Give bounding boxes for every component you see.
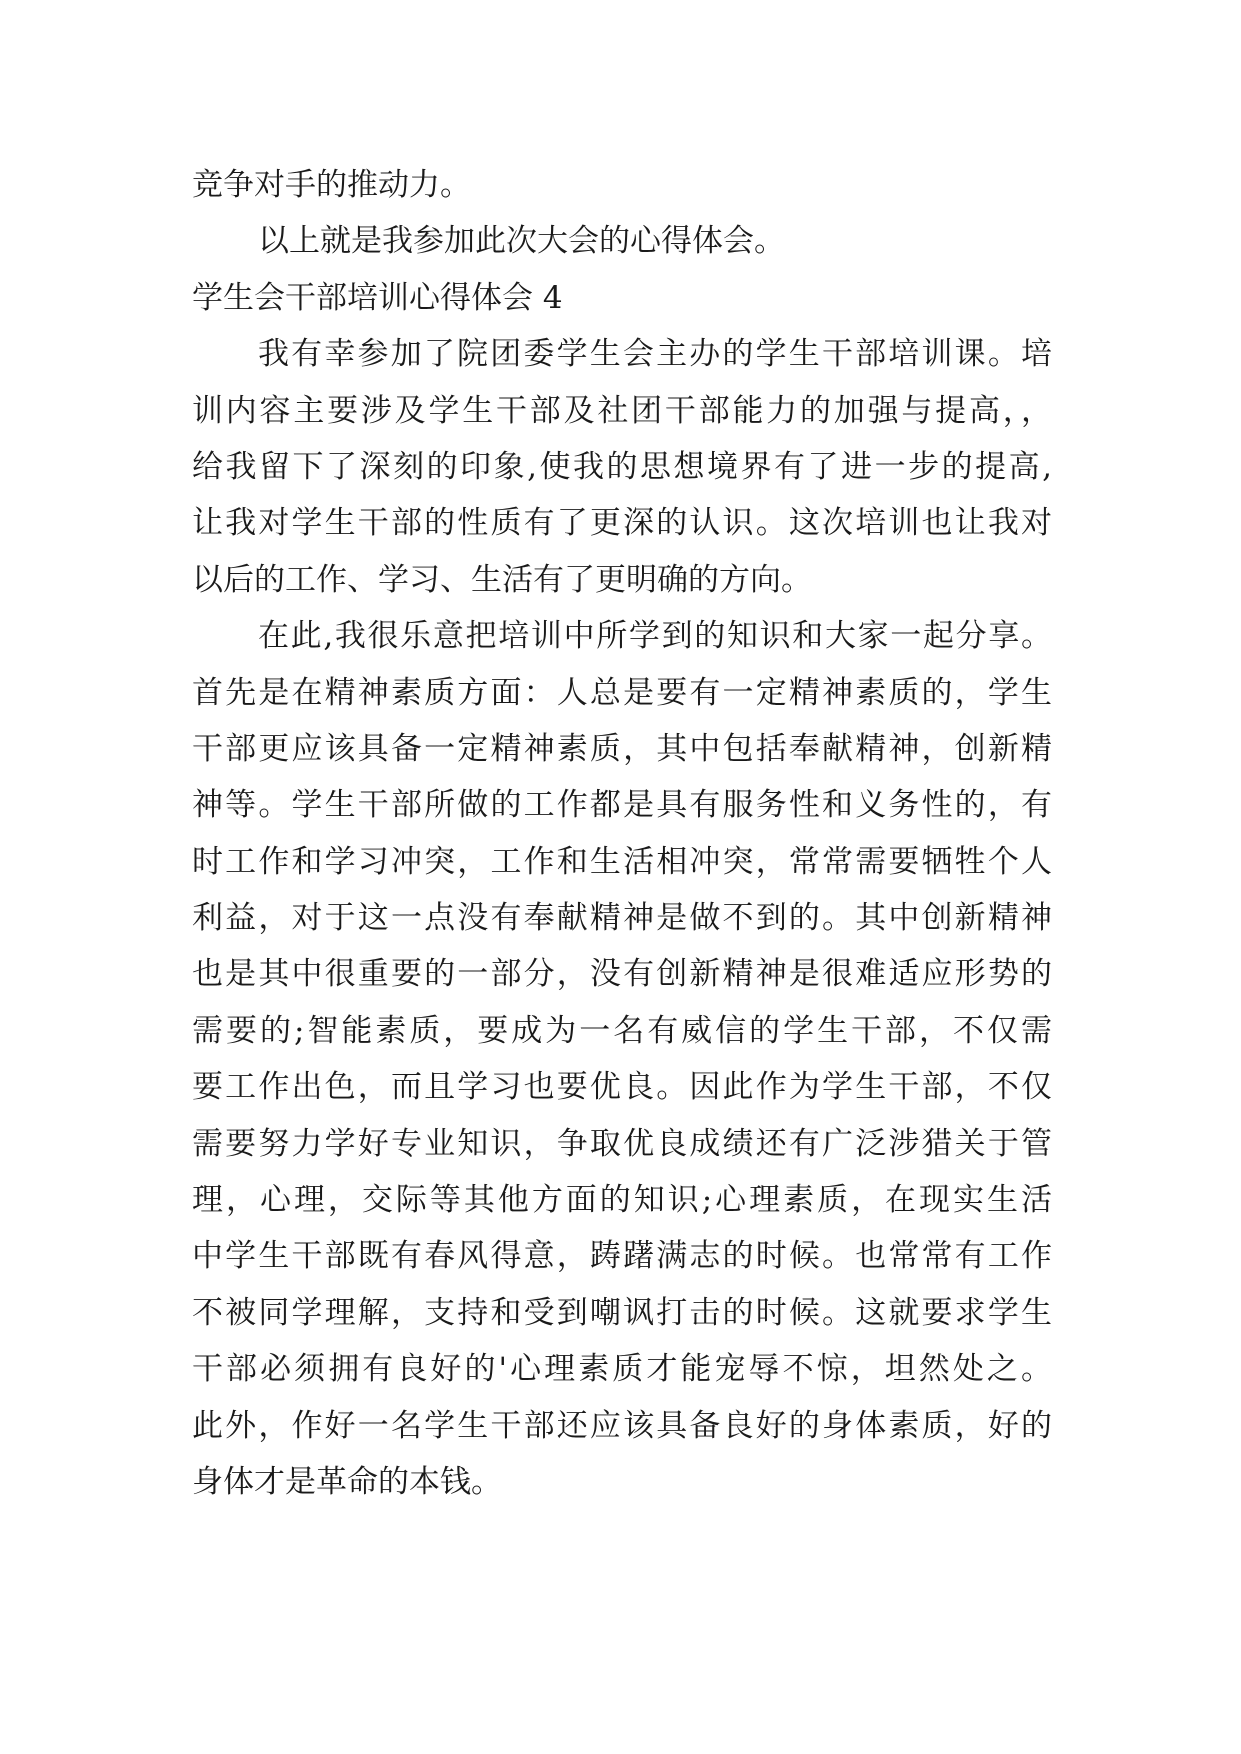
text-line: 不被同学理解，支持和受到嘲讽打击的时候。这就要求学生 [192,1294,1052,1331]
text-line: 也是其中很重要的一部分，没有创新精神是很难适应形势的 [192,956,1052,993]
text-line: 干部必须拥有良好的'心理素质才能宠辱不惊，坦然处之。 [192,1351,1052,1388]
text-line: 在此,我很乐意把培训中所学到的知识和大家一起分享。 [258,618,1052,655]
text-line: 需要努力学好专业知识，争取优良成绩还有广泛涉猎关于管 [192,1125,1052,1162]
text-line: 需要的;智能素质，要成为一名有威信的学生干部，不仅需 [192,1012,1052,1049]
text-line: 神等。学生干部所做的工作都是具有服务性和义务性的，有 [192,787,1052,824]
text-line: 中学生干部既有春风得意，踌躇满志的时候。也常常有工作 [192,1238,1052,1275]
text-line: 训内容主要涉及学生干部及社团干部能力的加强与提高，， [192,392,1052,429]
text-line: 此外，作好一名学生干部还应该具备良好的身体素质，好的 [192,1407,1052,1444]
text-line: 干部更应该具备一定精神素质，其中包括奉献精神，创新精 [192,730,1052,767]
text-line: 首先是在精神素质方面：人总是要有一定精神素质的，学生 [192,674,1052,711]
text-line: 竞争对手的推动力。 [192,167,471,203]
document-body [192,157,1052,1510]
text-line: 让我对学生干部的性质有了更深的认识。这次培训也让我对 [192,505,1052,542]
text-line: 理，心理，交际等其他方面的知识;心理素质，在现实生活 [192,1182,1052,1219]
section-heading: 学生会干部培训心得体会 4 [192,279,563,316]
text-line: 以上就是我参加此次大会的心得体会。 [258,223,785,260]
text-line: 给我留下了深刻的印象,使我的思想境界有了进一步的提高, [192,448,1052,485]
text-line: 身体才是革命的本钱。 [192,1463,502,1500]
text-line: 我有幸参加了院团委学生会主办的学生干部培训课。培 [258,336,1052,373]
text-line: 要工作出色，而且学习也要优良。因此作为学生干部，不仅 [192,1069,1052,1106]
text-line: 以后的工作、学习、生活有了更明确的方向。 [192,561,812,598]
text-line: 利益，对于这一点没有奉献精神是做不到的。其中创新精神 [192,900,1052,937]
text-line: 时工作和学习冲突，工作和生活相冲突，常常需要牺牲个人 [192,843,1052,880]
